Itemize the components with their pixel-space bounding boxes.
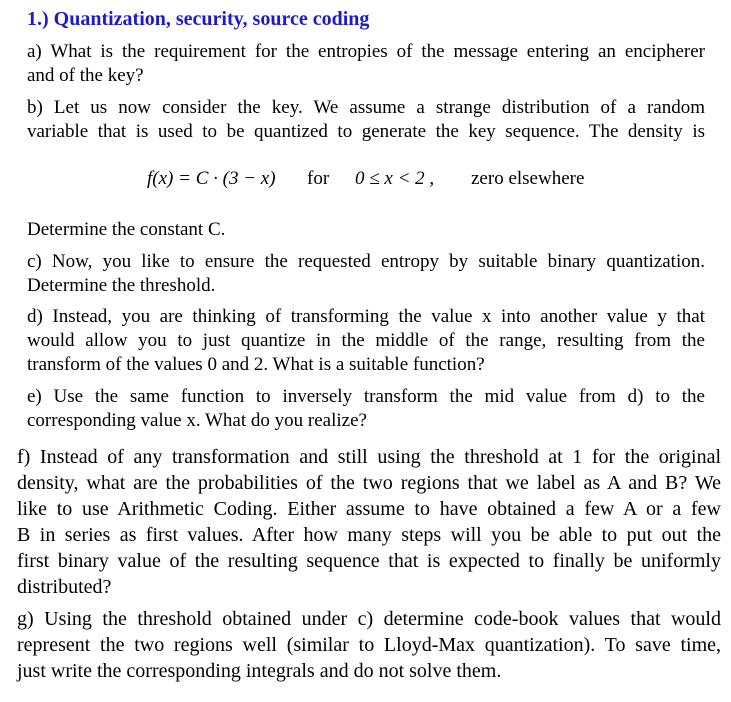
formula-range-box [355,168,434,190]
question-e [27,385,705,433]
question-f-line-1: f) Instead of any transformation and still using the threshold at 1 for the original [17,446,721,468]
formula-lhs: f(x) = C · (3 − x) [147,168,276,189]
question-f-line-2: density, what are the probabilities of the two regions that we label as A and B? We [17,472,721,494]
question-g-line-1: g) Using the threshold obtained under c) determine code-book values that would [17,608,721,630]
question-f-line-5: first binary value of the resulting sequence that is expected to finally be uniformly [17,550,721,572]
question-f-line-3: like to use Arithmetic Coding. Either assume to have obtained a few A or a few [17,498,721,520]
determine-constant [27,218,705,242]
formula-for [307,168,329,190]
question-d-line-2: would allow you to just quantize in the middle of the range, resulting from the [27,330,705,351]
question-f-line-6: distributed? [17,576,112,598]
formula-range: 0 ≤ x < 2 , [355,168,435,189]
question-g-line-3: just write the corresponding integrals and do not solve them. [17,660,502,682]
question-f [17,444,721,600]
density-formula [147,168,276,190]
section-title: 1.) Quantization, security, source coding [27,8,370,30]
question-b-line-1: b) Let us now consider the key. We assume a strange distribution of a random [27,97,705,118]
question-g [17,606,721,684]
question-a [27,40,705,88]
question-d [27,305,705,377]
formula-elsewhere-box [471,168,584,190]
question-a-line-1: a) What is the requirement for the entropies of the message entering an encipherer [27,41,705,62]
question-g-line-2: represent the two regions well (similar to Lloyd-Max quantization). To save time, [17,634,721,656]
question-b-line-2: variable that is used to be quantized to generate the key sequence. The density is [27,121,705,142]
formula-for-word: for [307,168,330,189]
question-b [27,96,705,144]
question-c-line-1: c) Now, you like to ensure the requested entropy by suitable binary quantization. [27,251,705,272]
question-c-line-2: Determine the threshold. [27,275,216,296]
determine-constant-line: Determine the constant C. [27,219,226,240]
question-e-line-2: corresponding value x. What do you realize? [27,410,367,431]
question-d-line-3: transform of the values 0 and 2. What is a suitable function? [27,354,485,375]
question-c [27,250,705,298]
question-d-line-1: d) Instead, you are thinking of transforming the value x into another value y that [27,306,705,327]
formula-elsewhere: zero elsewhere [471,168,585,189]
question-f-line-4: B in series as first values. After how many steps will you be able to put out the [17,524,721,546]
question-e-line-1: e) Use the same function to inversely transform the mid value from d) to the [27,386,705,407]
question-a-line-2: and of the key? [27,65,144,86]
